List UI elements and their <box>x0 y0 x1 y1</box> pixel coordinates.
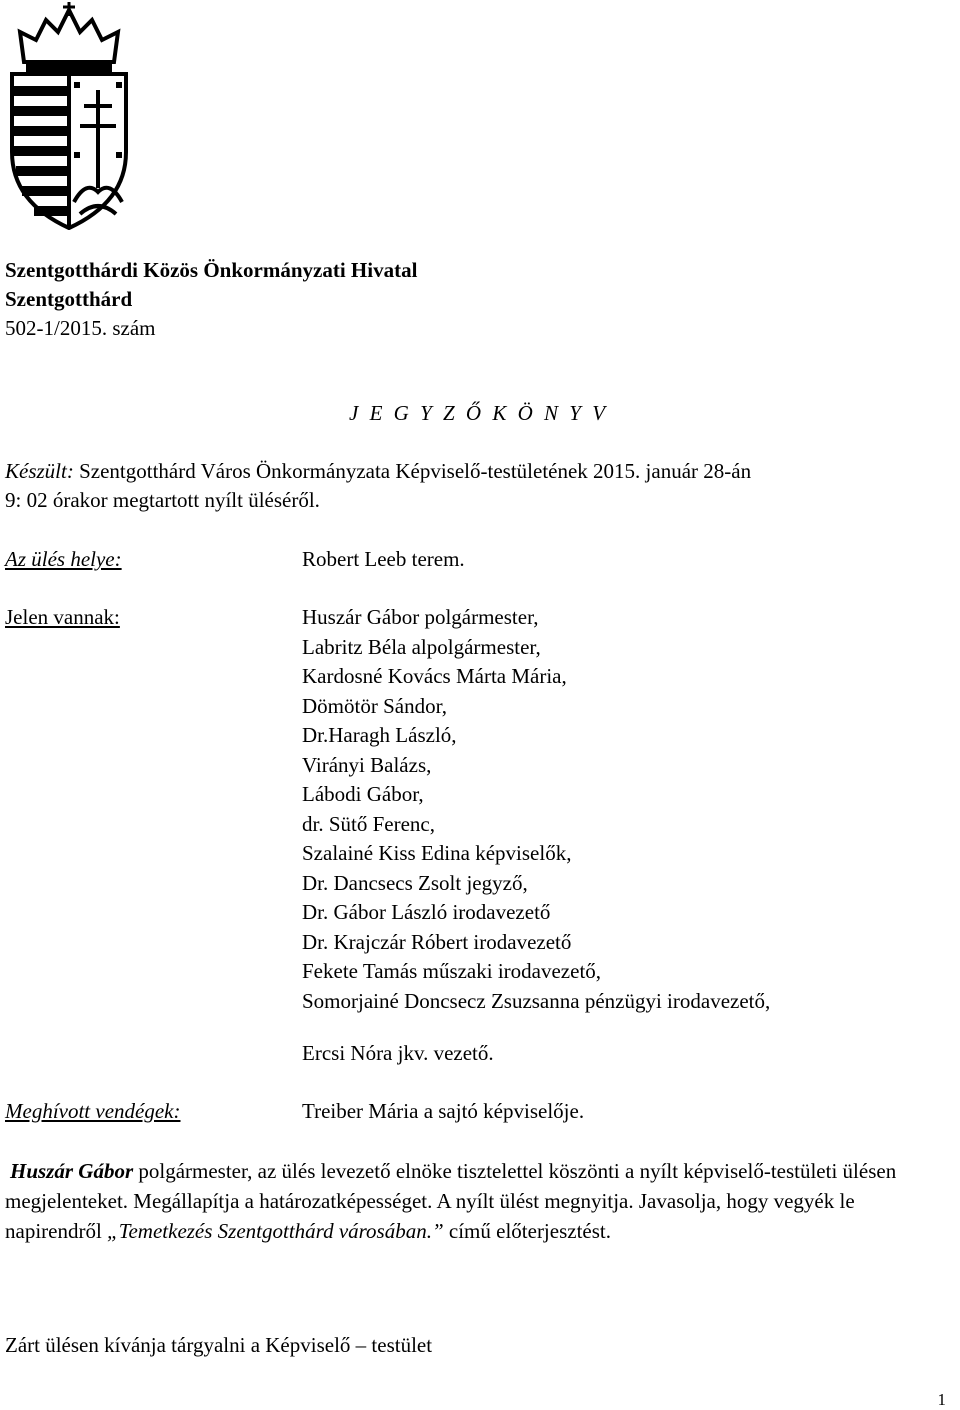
prepared-text-2: 9: 02 órakor megtartott nyílt üléséről. <box>5 488 320 512</box>
prepared-line-1 <box>5 457 751 487</box>
attendee-name: Dr. Gábor László irodavezető <box>302 900 551 924</box>
attendee-name: Kardosné Kovács Márta Mária, <box>302 664 567 688</box>
attendee-name: Fekete Tamás műszaki irodavezető, <box>302 959 602 983</box>
opening-paragraph <box>5 1156 935 1246</box>
opening-text-a: polgármester, az ülés levezető elnöke tisztelettel köszönti a nyílt képviselő-testületi ülésen megjelenteket. Megállapítja a határozatképességet. A nyílt ülést megnyitja. Javasolja, hogy vegyék le napirendről <box>5 1159 897 1243</box>
venue-value: Robert Leeb terem. <box>302 547 465 571</box>
attendee-name: Dr. Krajczár Róbert irodavezető <box>302 929 572 954</box>
guests-label: Meghívott vendégek: <box>5 1099 181 1123</box>
opening-text-b: című előterjesztést. <box>443 1219 611 1243</box>
attendee-name: Huszár Gábor polgármester, <box>302 605 539 629</box>
office-city: Szentgotthárd <box>5 287 133 311</box>
attendee-list <box>302 603 770 1016</box>
present-label: Jelen vannak: <box>5 605 120 629</box>
attendee-name: Dömötör Sándor, <box>302 693 447 718</box>
attendee-name: Szalainé Kiss Edina képviselők, <box>302 841 572 865</box>
closed-session-line: Zárt ülésen kívánja tárgyalni a Képviselő – testület <box>5 1333 433 1357</box>
office-name: Szentgotthárdi Közös Önkormányzati Hivatal <box>5 258 418 282</box>
agenda-item-title: „Temetkezés Szentgotthárd városában.” <box>107 1219 444 1243</box>
attendee-name: Dr.Haragh László, <box>302 723 457 747</box>
venue-label: Az ülés helye: <box>5 547 122 571</box>
guests-value: Treiber Mária a sajtó képviselője. <box>302 1099 585 1123</box>
attendee-name: dr. Sütő Ferenc, <box>302 811 435 836</box>
coat-of-arms-crest <box>6 2 132 230</box>
speaker-name: Huszár Gábor <box>10 1159 134 1183</box>
prepared-label: Készült: <box>5 459 74 483</box>
attendee-name: Labritz Béla alpolgármester, <box>302 634 541 659</box>
page-number: 1 <box>937 1390 946 1409</box>
minutes-keeper: Ercsi Nóra jkv. vezető. <box>302 1041 494 1065</box>
attendee-name: Dr. Dancsecs Zsolt jegyző, <box>302 870 528 895</box>
attendee-name: Somorjainé Doncsecz Zsuzsanna pénzügyi irodavezető, <box>302 988 771 1013</box>
prepared-text-1: Szentgotthárd Város Önkormányzata Képviselő-testületének 2015. január 28-án <box>73 459 752 483</box>
document-title: J E G Y Z Ő K Ö N Y V <box>349 401 609 425</box>
attendee-name: Virányi Balázs, <box>302 752 432 777</box>
attendee-name: Lábodi Gábor, <box>302 782 424 806</box>
reference-number: 502-1/2015. szám <box>5 316 156 340</box>
